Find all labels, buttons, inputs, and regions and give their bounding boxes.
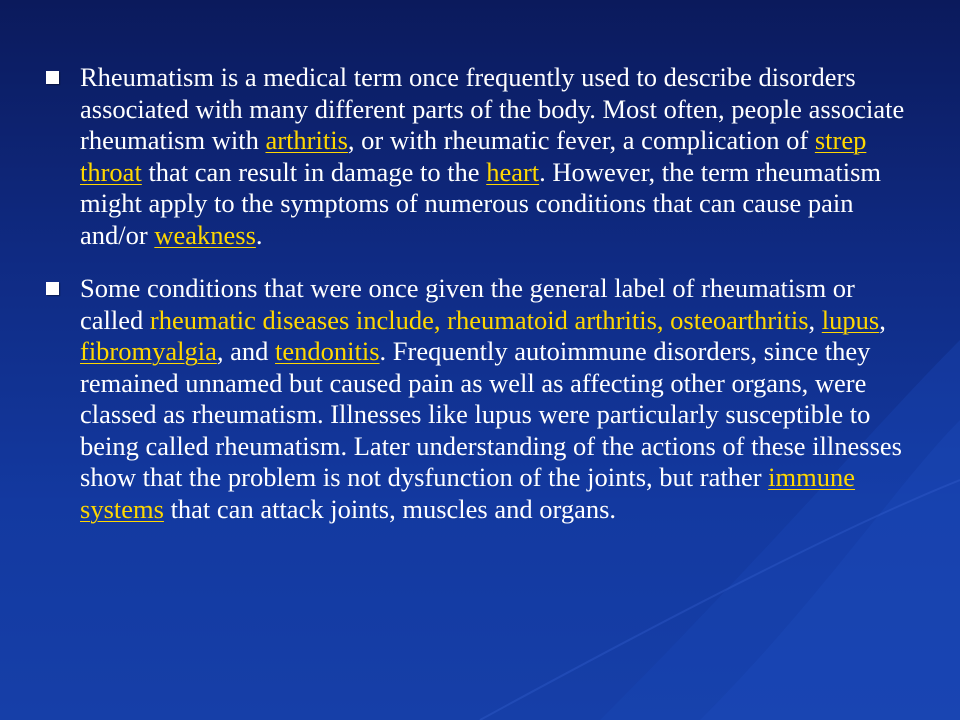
bullet-item bbox=[40, 62, 920, 251]
body-text: , and bbox=[216, 336, 276, 366]
body-text: , bbox=[879, 304, 886, 335]
square-bullet-icon bbox=[46, 71, 59, 84]
hyperlink-fibromyalgia[interactable]: fibromyalgia bbox=[80, 336, 217, 366]
bullet-text bbox=[80, 273, 902, 524]
body-text: Rheumatism is a medical term once frequently used to describe disorders associated with many different parts of the body. Most often, people associate rheumatism with bbox=[80, 62, 905, 155]
body-text: , bbox=[808, 304, 822, 335]
body-text: . However, the term rheumatism might apply to the symptoms of numerous conditions that can cause pain and/or bbox=[80, 156, 882, 250]
hyperlink-immune-systems[interactable]: immune systems bbox=[80, 462, 856, 524]
highlighted-text: rheumatic diseases include, rheumatoid arthritis, osteoarthritis bbox=[149, 304, 809, 335]
body-text: Some conditions that were once given the general label of rheumatism or called bbox=[80, 273, 855, 335]
body-text: . bbox=[255, 219, 263, 250]
slide-content bbox=[40, 62, 920, 547]
body-text: that can attack joints, muscles and organs. bbox=[163, 493, 617, 524]
body-text: , or with rheumatic fever, a complication of bbox=[347, 125, 815, 155]
square-bullet-icon bbox=[46, 282, 59, 295]
hyperlink-tendonitis[interactable]: tendonitis bbox=[275, 336, 380, 366]
hyperlink-weakness[interactable]: weakness bbox=[154, 219, 256, 250]
bullet-text bbox=[80, 62, 904, 250]
hyperlink-lupus[interactable]: lupus bbox=[821, 304, 880, 335]
body-text: . Frequently autoimmune disorders, since they remained unnamed but caused pain as well as affecting other organs, were classed as rheumatism. Illnesses like lupus were particularly susceptible to being called rheumatism. Later understanding of the actions of these illnesses show that the problem is not dysfunction of the joints, but rather bbox=[80, 336, 902, 492]
hyperlink-strep-throat[interactable]: strep throat bbox=[80, 125, 867, 187]
hyperlink-arthritis[interactable]: arthritis bbox=[265, 125, 348, 155]
bullet-item bbox=[40, 273, 920, 525]
body-text: that can result in damage to the bbox=[141, 156, 487, 187]
hyperlink-heart[interactable]: heart bbox=[486, 156, 540, 187]
